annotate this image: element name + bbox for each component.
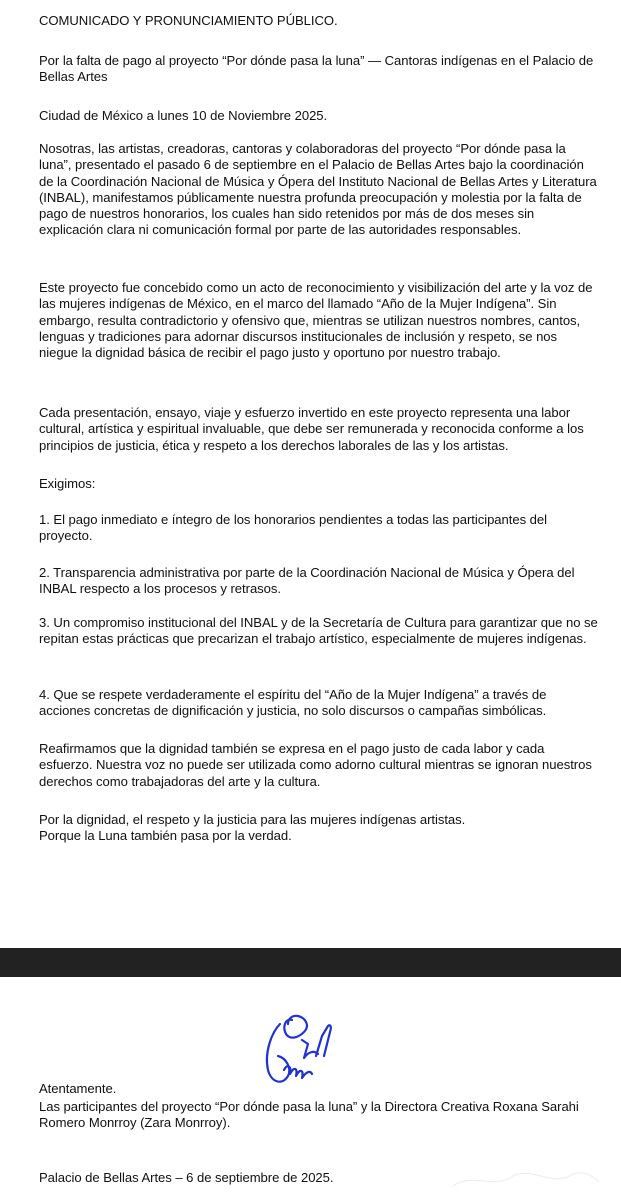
demand-item-1: 1. El pago inmediato e íntegro de los honorarios pendientes a todas las participantes del proyecto.: [39, 512, 547, 544]
paragraph-reaffirm: Reafirmamos que la dignidad también se expresa en el pago justo de cada labor y cada esfuerzo. Nuestra voz no puede ser utilizada como adorno cultural mientras se ignoran nuestros derechos como trabajadoras del arte y la cultura.: [39, 741, 592, 789]
document-subject: Por la falta de pago al proyecto “Por dónde pasa la luna” — Cantoras indígenas en el Palacio de Bellas Artes: [39, 53, 594, 85]
paragraph-labor: Cada presentación, ensayo, viaje y esfuerzo invertido en este proyecto representa una labor cultural, artística y espiritual invaluable, que debe ser remunerada y reconocida conforme a los principios de justicia, ética y respeto a los derechos laborales de las y los artistas.: [39, 405, 584, 453]
closing-line-1: Por la dignidad, el respeto y la justicia para las mujeres indígenas artistas.: [39, 812, 466, 827]
closing-line-2: Porque la Luna también pasa por la verdad.: [39, 828, 292, 843]
page-separator-band: [0, 948, 621, 977]
paragraph-intro: Nosotras, las artistas, creadoras, cantoras y colaboradoras del proyecto “Por dónde pasa la luna”, presentado el pasado 6 de septiembre en el Palacio de Bellas Artes bajo la coordinación de la Coordinación Nacional de Música y Ópera del Instituto Nacional de Bellas Artes y Literatura (INBAL), manifestamos públicamente nuestra profunda preocupación y molestia por la falta de pago de nuestros honorarios, los cuales han sido retenidos por más de dos meses sin explicación clara ni comunicación formal por parte de las autoridades responsables.: [39, 141, 597, 238]
demands-intro: Exigimos:: [39, 476, 96, 491]
signatories-text: Las participantes del proyecto “Por dónde pasa la luna” y la Directora Creativa Roxana Sarahi Romero Monrroy (Zara Monrroy).: [39, 1099, 579, 1131]
salutation: Atentamente.: [39, 1081, 117, 1096]
demand-item-2: 2. Transparencia administrativa por parte de la Coordinación Nacional de Música y Ópera del INBAL respecto a los procesos y retrasos.: [39, 565, 575, 597]
place-date-line: Ciudad de México a lunes 10 de Noviembre 2025.: [39, 108, 328, 123]
paragraph-project: Este proyecto fue concebido como un acto de reconocimiento y visibilización del arte y la voz de las mujeres indígenas de México, en el marco del llamado “Año de la Mujer Indígena”. Sin embargo, resulta contradictorio y ofensivo que, mientras se utilizan nuestros nombres, cantos, lenguas y tradiciones para adornar discursos institucionales de inclusión y respeto, se nos niegue la dignidad básica de recibir el pago justo y oportuno por nuestro trabajo.: [39, 280, 593, 361]
watermark-icon: [443, 1166, 603, 1194]
demand-item-3: 3. Un compromiso institucional del INBAL y de la Secretaría de Cultura para garantizar que no se repitan estas prácticas que precarizan el trabajo artístico, especialmente de mujeres indígenas.: [39, 615, 598, 647]
demand-item-4: 4. Que se respete verdaderamente el espíritu del “Año de la Mujer Indígena” a través de acciones concretas de dignificación y justicia, no solo discursos o campañas simbólicas.: [39, 687, 547, 719]
document-heading: COMUNICADO Y PRONUNCIAMIENTO PÚBLICO.: [39, 13, 338, 28]
footer-place-date: Palacio de Bellas Artes – 6 de septiembre de 2025.: [39, 1170, 334, 1185]
